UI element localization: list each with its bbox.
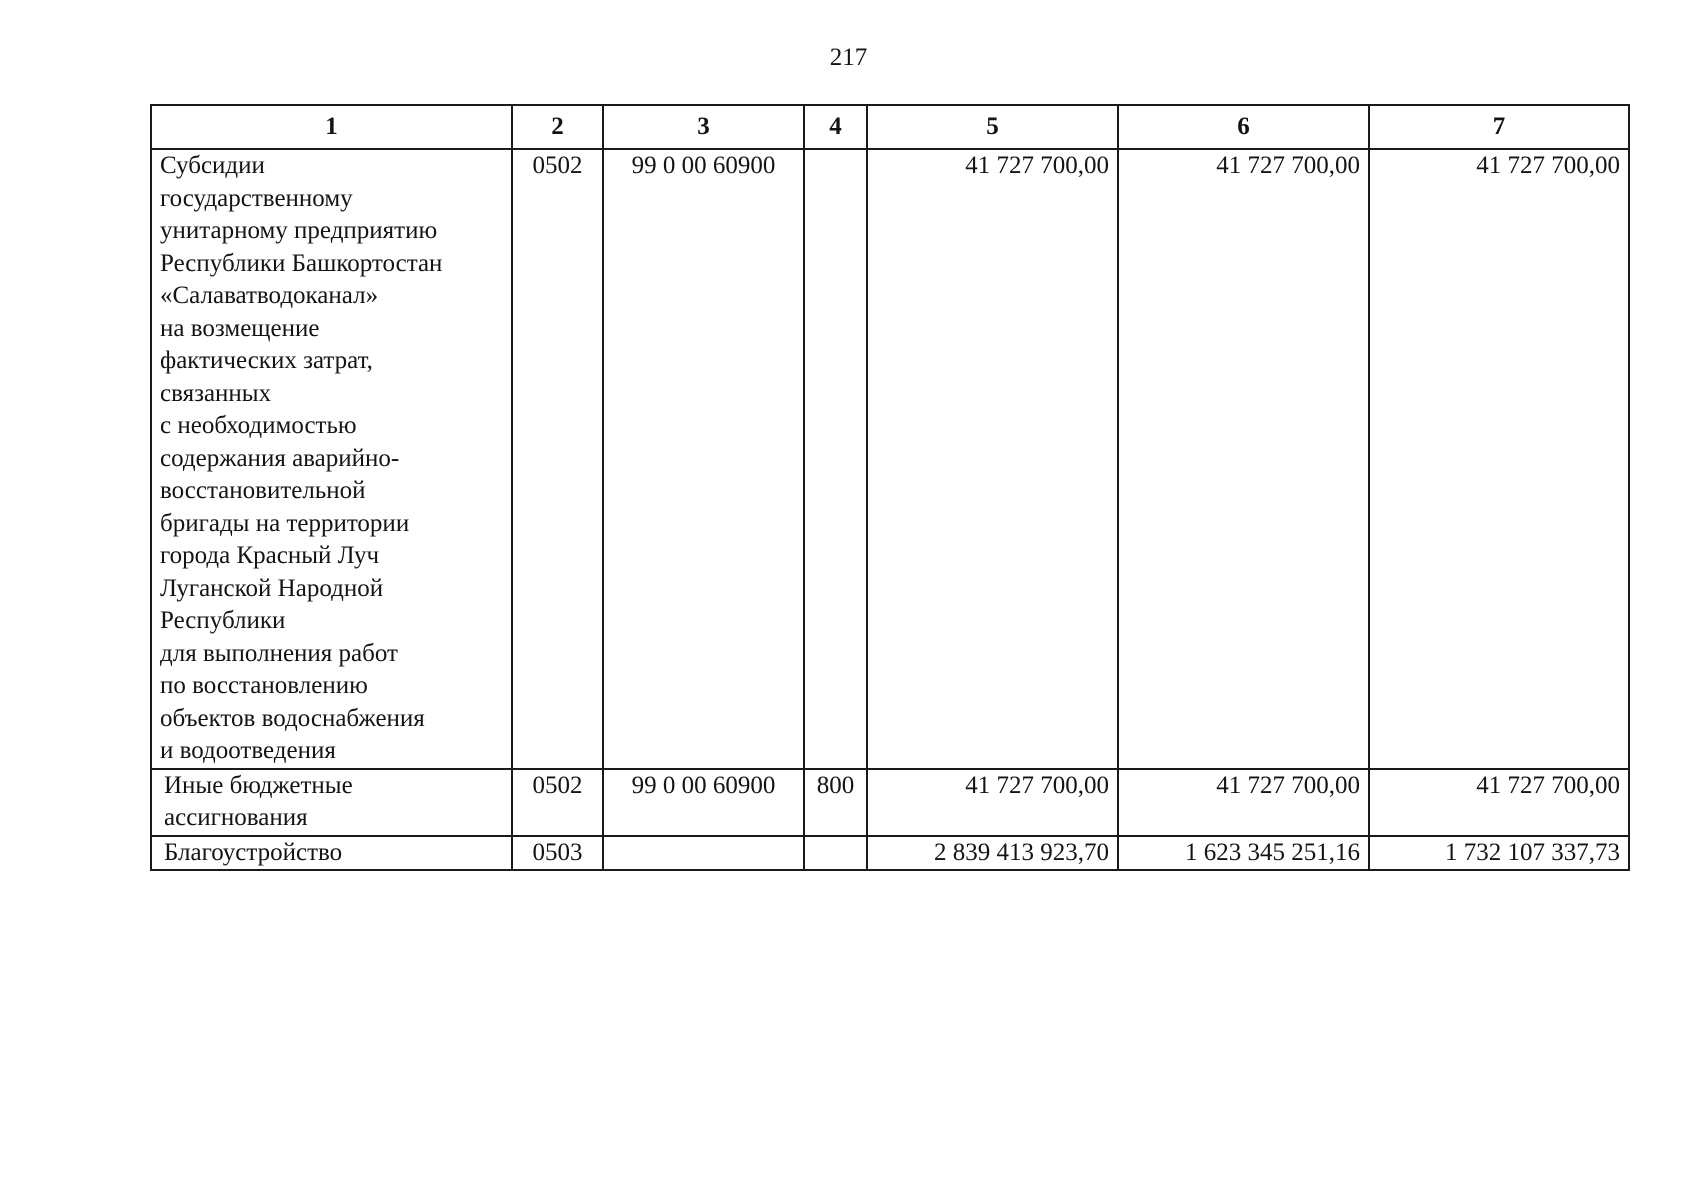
row-name-line: на возмещение xyxy=(160,314,320,342)
column-header-4: 4 xyxy=(804,105,867,149)
page-number: 217 xyxy=(829,44,868,71)
row-name-cell xyxy=(151,149,512,769)
row-name-line: и водоотведения xyxy=(160,737,336,764)
row-name-line: Иные бюджетные xyxy=(164,771,353,799)
table-row xyxy=(151,836,1629,871)
row-name-line: ассигнования xyxy=(164,804,308,831)
row-name-line: восстановительной xyxy=(160,477,366,504)
column-header-6: 6 xyxy=(1118,105,1369,149)
amount-col6-cell: 41 727 700,00 xyxy=(1118,769,1369,836)
row-name-cell xyxy=(151,836,512,871)
expense-type-cell xyxy=(804,836,867,871)
row-name-line: для выполнения работ xyxy=(160,639,398,667)
column-header-3: 3 xyxy=(603,105,804,149)
row-name-line: Благоустройство xyxy=(164,838,343,866)
row-name-line: по восстановлению xyxy=(160,672,368,699)
column-header-1: 1 xyxy=(151,105,512,149)
row-name-line: Луганской Народной xyxy=(160,574,384,602)
row-name-line: связанных xyxy=(160,379,272,407)
target-article-cell: 99 0 00 60900 xyxy=(603,769,804,836)
row-name-line: города Красный Луч xyxy=(160,542,380,569)
amount-col6-cell: 41 727 700,00 xyxy=(1118,149,1369,769)
row-name-line: фактических затрат, xyxy=(160,347,373,374)
section-code-cell: 0502 xyxy=(512,149,603,769)
target-article-cell: 99 0 00 60900 xyxy=(603,149,804,769)
expense-type-cell: 800 xyxy=(804,769,867,836)
table-header-row xyxy=(151,105,1629,149)
row-name-line: «Салаватводоканал» xyxy=(160,282,379,309)
row-name-line: объектов водоснабжения xyxy=(160,704,425,732)
amount-col5-cell: 41 727 700,00 xyxy=(867,149,1118,769)
amount-col6-cell: 1 623 345 251,16 xyxy=(1118,836,1369,871)
section-code-cell: 0503 xyxy=(512,836,603,871)
amount-col7-cell: 1 732 107 337,73 xyxy=(1369,836,1629,871)
row-name-line: унитарному предприятию xyxy=(160,217,438,244)
row-name-line: содержания аварийно- xyxy=(160,444,400,472)
table-row xyxy=(151,769,1629,836)
target-article-cell xyxy=(603,836,804,871)
row-name-line: с необходимостью xyxy=(160,412,357,439)
amount-col7-cell: 41 727 700,00 xyxy=(1369,149,1629,769)
table-row xyxy=(151,149,1629,769)
amount-col5-cell: 2 839 413 923,70 xyxy=(867,836,1118,871)
amount-col7-cell: 41 727 700,00 xyxy=(1369,769,1629,836)
column-header-2: 2 xyxy=(512,105,603,149)
amount-col5-cell: 41 727 700,00 xyxy=(867,769,1118,836)
row-name-line: Субсидии xyxy=(160,152,265,179)
column-header-5: 5 xyxy=(867,105,1118,149)
column-header-7: 7 xyxy=(1369,105,1629,149)
budget-table xyxy=(150,104,1630,871)
expense-type-cell xyxy=(804,149,867,769)
row-name-line: Республики xyxy=(160,607,286,634)
row-name-line: Республики Башкортостан xyxy=(160,249,443,277)
row-name-line: бригады на территории xyxy=(160,509,410,537)
section-code-cell: 0502 xyxy=(512,769,603,836)
row-name-line: государственному xyxy=(160,184,353,212)
row-name-cell xyxy=(151,769,512,836)
